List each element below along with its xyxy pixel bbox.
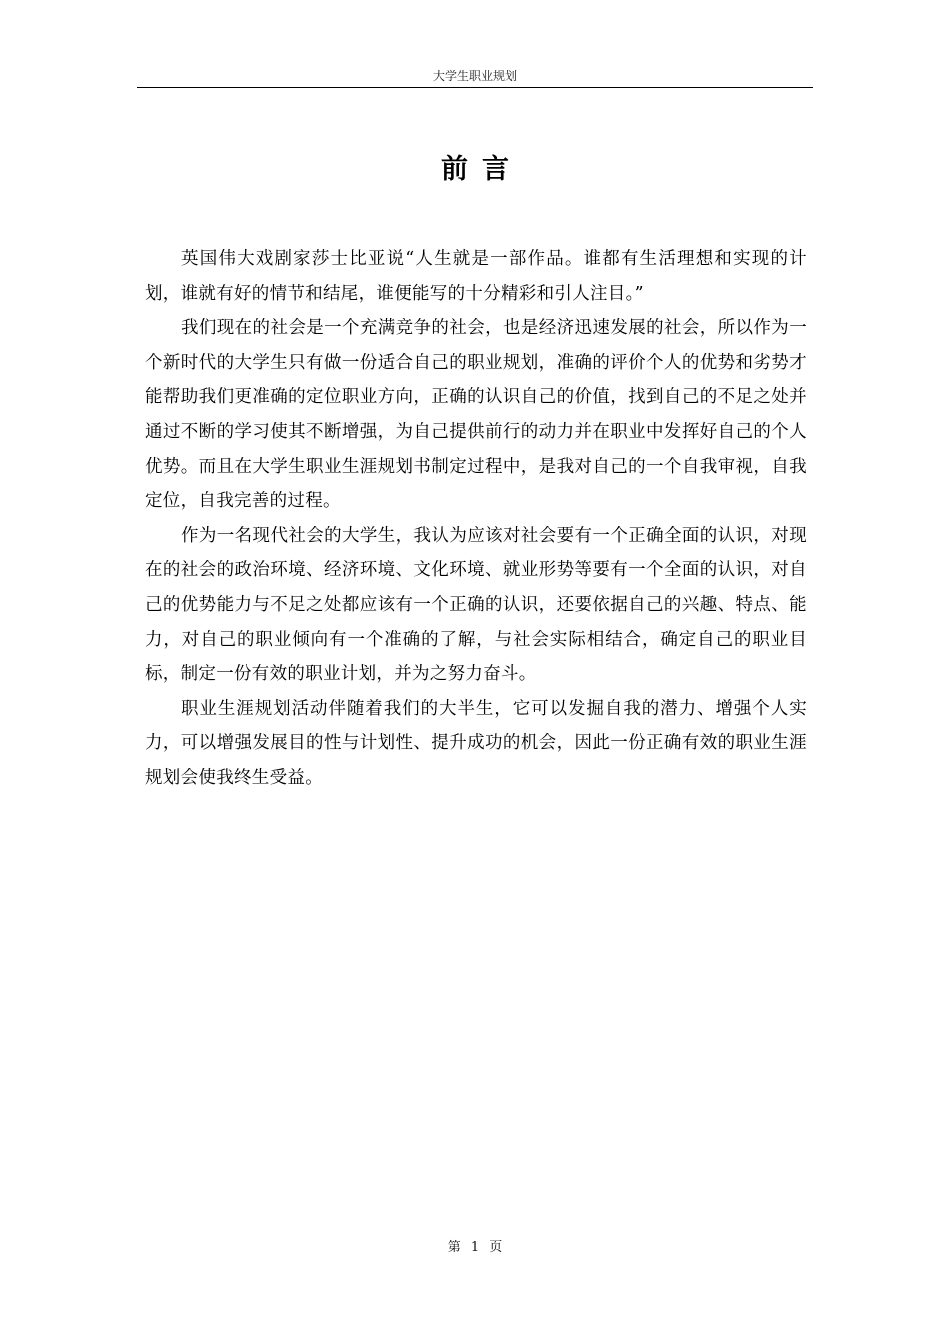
page-title: 前言 — [441, 154, 523, 185]
running-header: 大学生职业规划 — [432, 69, 517, 83]
page-number: 第 1 页 — [447, 1240, 503, 1255]
paragraph-2: 我们现在的社会是一个充满竞争的社会，也是经济迅速发展的社会，所以作为一个新时代的大学生只有做一份适合自己的职业规划，准确的评价个人的优势和劣势才能帮助我们更准确的定位职业方向，正确的认识自己的价值，找到自己的不足之处并通过不断的学习使其不断增强，为自己提供前行的动力并在职业中发挥好自己的个人优势。而且在大学生职业生涯规划书制定过程中，是我对自己的一个自我审视，自我定位，自我完善的过程。 — [145, 318, 807, 512]
paragraph-4: 职业生涯规划活动伴随着我们的大半生，它可以发掘自我的潜力、增强个人实力，可以增强发展目的性与计划性、提升成功的机会，因此一份正确有效的职业生涯规划会使我终生受益。 — [145, 698, 807, 788]
header-divider — [137, 87, 813, 88]
paragraph-3: 作为一名现代社会的大学生，我认为应该对社会要有一个正确全面的认识，对现在的社会的政治环境、经济环境、文化环境、就业形势等要有一个全面的认识，对自己的优势能力与不足之处都应该有一个正确的认识，还要依据自己的兴趣、特点、能力，对自己的职业倾向有一个准确的了解，与社会实际相结合，确定自己的职业目标，制定一份有效的职业计划，并为之努力奋斗。 — [145, 525, 807, 685]
preface-body — [145, 242, 807, 796]
paragraph-1: 英国伟大戏剧家莎士比亚说“人生就是一部作品。谁都有生活理想和实现的计划，谁就有好的情节和结尾，谁便能写的十分精彩和引人注目。” — [145, 249, 807, 304]
